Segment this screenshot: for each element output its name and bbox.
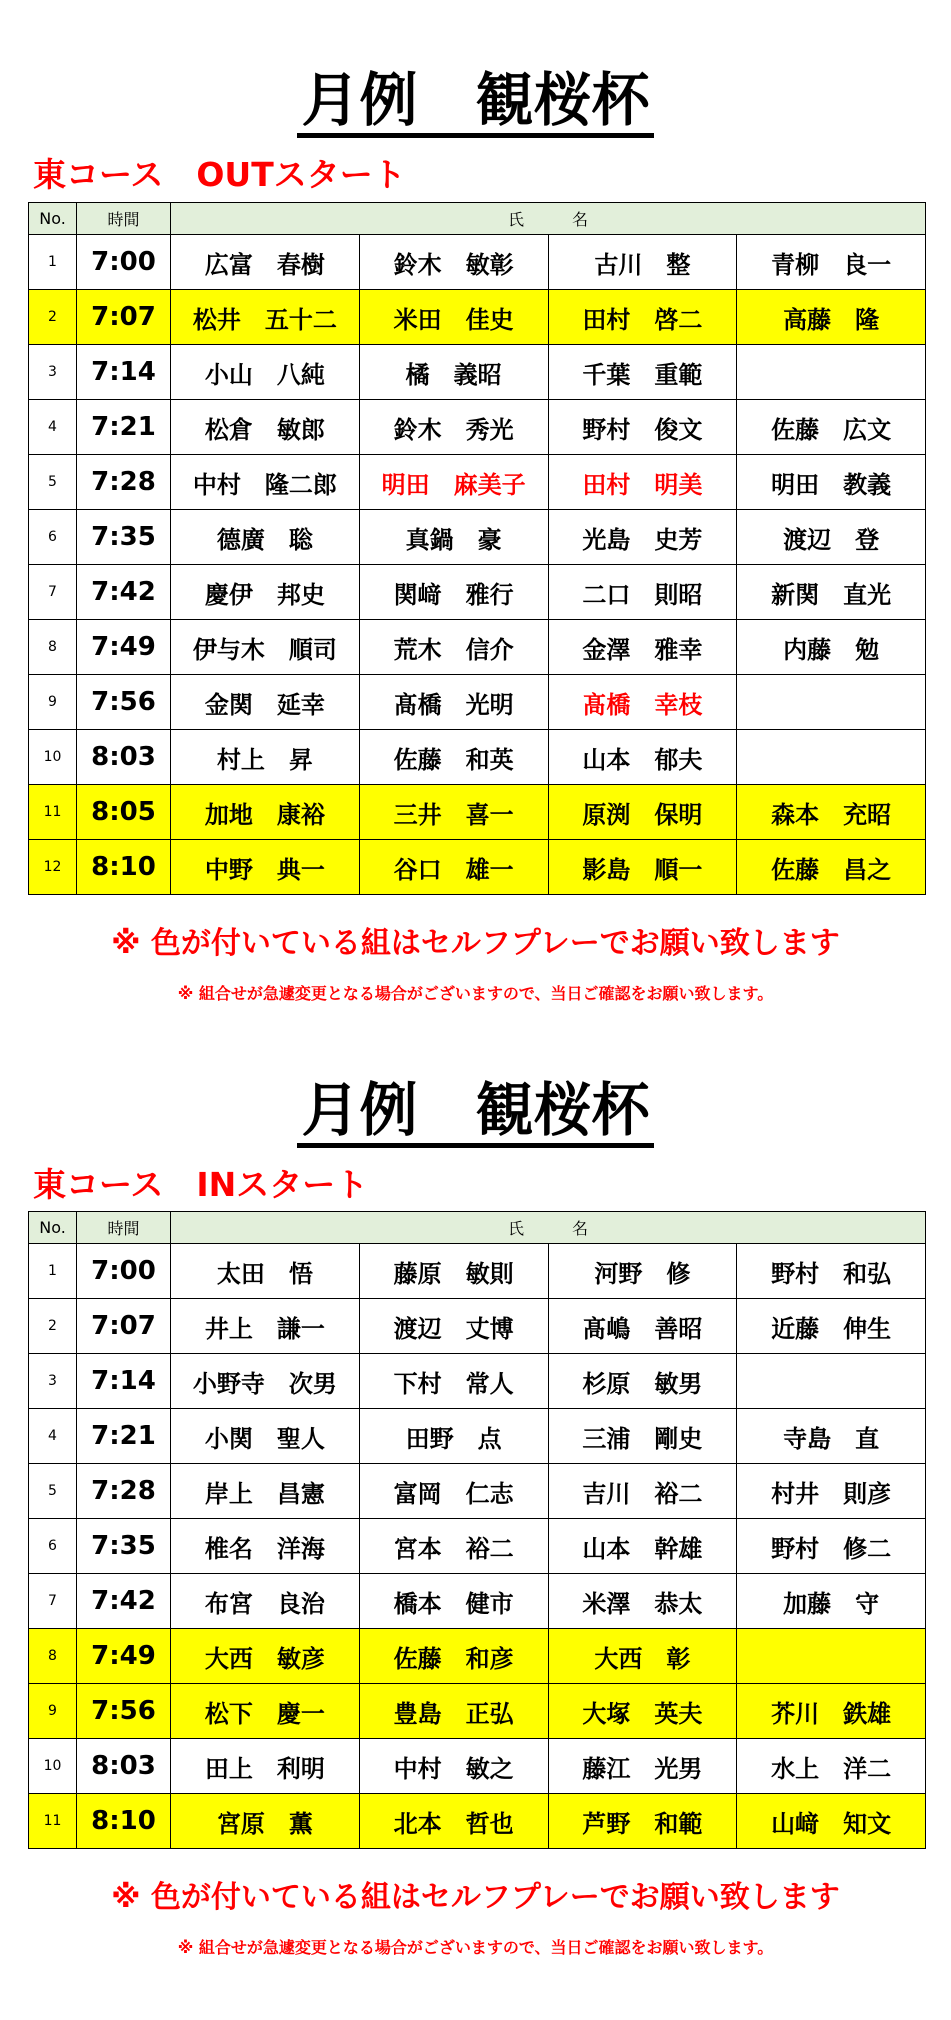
player-name: 鈴木 敏彰 <box>359 235 548 290</box>
group-number: 4 <box>29 400 77 455</box>
table-row <box>29 840 926 895</box>
player-name: 河野 修 <box>548 1244 737 1299</box>
table-row <box>29 455 926 510</box>
player-name: 田村 啓二 <box>548 290 737 345</box>
player-name: 影島 順一 <box>548 840 737 895</box>
group-number: 9 <box>29 675 77 730</box>
player-name: 小関 聖人 <box>171 1409 360 1464</box>
table-row <box>29 1354 926 1409</box>
player-name: 田上 利明 <box>171 1739 360 1794</box>
tee-time: 7:14 <box>77 345 171 400</box>
header-name: 氏 名 <box>171 203 926 235</box>
self-play-note: ※ 色が付いている組はセルフプレーでお願い致します <box>111 1880 840 1915</box>
player-name: 米澤 恭太 <box>548 1574 737 1629</box>
player-name: 富岡 仁志 <box>359 1464 548 1519</box>
player-name: 大西 彰 <box>548 1629 737 1684</box>
player-name: 橋本 健市 <box>359 1574 548 1629</box>
player-name: 二口 則昭 <box>548 565 737 620</box>
tee-time: 7:28 <box>77 455 171 510</box>
player-name: 鈴木 秀光 <box>359 400 548 455</box>
player-name <box>737 1629 926 1684</box>
player-name: 髙橋 光明 <box>359 675 548 730</box>
tee-time: 7:28 <box>77 1464 171 1519</box>
table-row <box>29 730 926 785</box>
player-name: 寺島 直 <box>737 1409 926 1464</box>
in-start-section <box>0 1030 951 2020</box>
player-name: 豊島 正弘 <box>359 1684 548 1739</box>
header-no: No. <box>29 203 77 235</box>
change-notice: ※ 組合せが急遽変更となる場合がございますので、当日ご確認をお願い致します。 <box>177 984 774 1003</box>
self-play-note: ※ 色が付いている組はセルフプレーでお願い致します <box>111 926 840 961</box>
player-name: 村上 昇 <box>171 730 360 785</box>
tee-time: 7:42 <box>77 565 171 620</box>
table-row <box>29 345 926 400</box>
player-name: 宮本 裕二 <box>359 1519 548 1574</box>
table-row <box>29 1519 926 1574</box>
group-number: 9 <box>29 1684 77 1739</box>
player-name: 慶伊 邦史 <box>171 565 360 620</box>
tee-time: 7:49 <box>77 620 171 675</box>
group-number: 5 <box>29 1464 77 1519</box>
table-row <box>29 785 926 840</box>
group-number: 3 <box>29 1354 77 1409</box>
player-name: 松井 五十二 <box>171 290 360 345</box>
player-name: 金澤 雅幸 <box>548 620 737 675</box>
player-name <box>737 730 926 785</box>
tee-time: 7:56 <box>77 675 171 730</box>
player-name: 芥川 鉄雄 <box>737 1684 926 1739</box>
player-name: 吉川 裕二 <box>548 1464 737 1519</box>
group-number: 6 <box>29 1519 77 1574</box>
player-name: 小山 八純 <box>171 345 360 400</box>
group-number: 1 <box>29 1244 77 1299</box>
player-name: 宮原 薫 <box>171 1794 360 1849</box>
player-name: 藤原 敏則 <box>359 1244 548 1299</box>
group-number: 2 <box>29 290 77 345</box>
player-name: 伊与木 順司 <box>171 620 360 675</box>
group-number: 11 <box>29 1794 77 1849</box>
player-name: 高藤 隆 <box>737 290 926 345</box>
player-name: 野村 修二 <box>737 1519 926 1574</box>
group-number: 8 <box>29 620 77 675</box>
group-number: 2 <box>29 1299 77 1354</box>
player-name: 野村 和弘 <box>737 1244 926 1299</box>
tee-time: 8:03 <box>77 1739 171 1794</box>
table-row <box>29 235 926 290</box>
player-name: 村井 則彦 <box>737 1464 926 1519</box>
player-name: 野村 俊文 <box>548 400 737 455</box>
player-name: 原渕 保明 <box>548 785 737 840</box>
player-name: 佐藤 和英 <box>359 730 548 785</box>
table-row <box>29 1409 926 1464</box>
tee-time: 7:07 <box>77 290 171 345</box>
player-name: 明田 教義 <box>737 455 926 510</box>
table-row <box>29 510 926 565</box>
table-row <box>29 1739 926 1794</box>
player-name: 田野 点 <box>359 1409 548 1464</box>
table-header <box>29 1212 926 1244</box>
player-name: 近藤 伸生 <box>737 1299 926 1354</box>
tee-time: 7:14 <box>77 1354 171 1409</box>
tee-time: 8:10 <box>77 1794 171 1849</box>
title-text: 月例 観桜杯 <box>297 67 653 138</box>
tee-time: 7:42 <box>77 1574 171 1629</box>
player-name: 渡辺 登 <box>737 510 926 565</box>
player-name: 北本 哲也 <box>359 1794 548 1849</box>
player-name: 大塚 英夫 <box>548 1684 737 1739</box>
player-name: 椎名 洋海 <box>171 1519 360 1574</box>
player-name: 太田 悟 <box>171 1244 360 1299</box>
header-time: 時間 <box>77 1212 171 1244</box>
player-name: 岸上 昌憲 <box>171 1464 360 1519</box>
player-name: 中野 典一 <box>171 840 360 895</box>
player-name: 光島 史芳 <box>548 510 737 565</box>
player-name: 芦野 和範 <box>548 1794 737 1849</box>
tee-time: 8:10 <box>77 840 171 895</box>
course-label: 東コース INスタート <box>33 1165 369 1204</box>
player-name: 新関 直光 <box>737 565 926 620</box>
table-row <box>29 1299 926 1354</box>
player-name: 谷口 雄一 <box>359 840 548 895</box>
player-name: 下村 常人 <box>359 1354 548 1409</box>
player-name: 中村 隆二郎 <box>171 455 360 510</box>
table-row <box>29 1244 926 1299</box>
tee-time: 7:21 <box>77 1409 171 1464</box>
title-text: 月例 観桜杯 <box>297 1077 653 1148</box>
player-name: 小野寺 次男 <box>171 1354 360 1409</box>
tee-time: 7:00 <box>77 1244 171 1299</box>
table-row <box>29 1794 926 1849</box>
table-row <box>29 1629 926 1684</box>
table-row <box>29 290 926 345</box>
table-row <box>29 1574 926 1629</box>
player-name: 髙嶋 善昭 <box>548 1299 737 1354</box>
player-name: 田村 明美 <box>548 455 737 510</box>
player-name: 大西 敏彦 <box>171 1629 360 1684</box>
player-name: 山本 郁夫 <box>548 730 737 785</box>
player-name: 関﨑 雅行 <box>359 565 548 620</box>
player-name: 三井 喜一 <box>359 785 548 840</box>
tee-time: 7:07 <box>77 1299 171 1354</box>
group-number: 10 <box>29 730 77 785</box>
player-name: 髙橋 幸枝 <box>548 675 737 730</box>
player-name: 松下 慶一 <box>171 1684 360 1739</box>
tee-time: 8:03 <box>77 730 171 785</box>
header-time: 時間 <box>77 203 171 235</box>
tee-time: 7:21 <box>77 400 171 455</box>
tee-time: 8:05 <box>77 785 171 840</box>
player-name <box>737 345 926 400</box>
player-name: 古川 整 <box>548 235 737 290</box>
player-name: 松倉 敏郎 <box>171 400 360 455</box>
player-name: 金関 延幸 <box>171 675 360 730</box>
group-number: 11 <box>29 785 77 840</box>
change-notice: ※ 組合せが急遽変更となる場合がございますので、当日ご確認をお願い致します。 <box>177 1938 774 1957</box>
player-name: 真鍋 豪 <box>359 510 548 565</box>
group-number: 6 <box>29 510 77 565</box>
player-name: 山﨑 知文 <box>737 1794 926 1849</box>
table-row <box>29 1464 926 1519</box>
table-row <box>29 675 926 730</box>
group-number: 10 <box>29 1739 77 1794</box>
page-title <box>0 65 951 138</box>
tee-time: 7:56 <box>77 1684 171 1739</box>
player-name: 井上 謙一 <box>171 1299 360 1354</box>
course-label: 東コース OUTスタート <box>33 155 406 194</box>
table-header <box>29 203 926 235</box>
player-name: 明田 麻美子 <box>359 455 548 510</box>
group-number: 7 <box>29 1574 77 1629</box>
table-row <box>29 1684 926 1739</box>
player-name: 水上 洋二 <box>737 1739 926 1794</box>
tee-time-table <box>28 1211 926 1849</box>
player-name: 山本 幹雄 <box>548 1519 737 1574</box>
group-number: 8 <box>29 1629 77 1684</box>
player-name: 佐藤 昌之 <box>737 840 926 895</box>
table-row <box>29 565 926 620</box>
player-name: 広富 春樹 <box>171 235 360 290</box>
player-name: 杉原 敏男 <box>548 1354 737 1409</box>
player-name: 佐藤 広文 <box>737 400 926 455</box>
player-name: 橘 義昭 <box>359 345 548 400</box>
table-row <box>29 620 926 675</box>
group-number: 1 <box>29 235 77 290</box>
group-number: 7 <box>29 565 77 620</box>
page-title <box>0 1075 951 1148</box>
player-name: 德廣 聡 <box>171 510 360 565</box>
player-name <box>737 675 926 730</box>
group-number: 3 <box>29 345 77 400</box>
player-name: 三浦 剛史 <box>548 1409 737 1464</box>
tee-time-table <box>28 202 926 895</box>
tee-time: 7:35 <box>77 1519 171 1574</box>
group-number: 12 <box>29 840 77 895</box>
player-name: 渡辺 丈博 <box>359 1299 548 1354</box>
tee-time: 7:49 <box>77 1629 171 1684</box>
group-number: 4 <box>29 1409 77 1464</box>
player-name: 加藤 守 <box>737 1574 926 1629</box>
player-name: 布宮 良治 <box>171 1574 360 1629</box>
group-number: 5 <box>29 455 77 510</box>
player-name: 佐藤 和彦 <box>359 1629 548 1684</box>
table-row <box>29 400 926 455</box>
player-name: 中村 敏之 <box>359 1739 548 1794</box>
player-name: 森本 充昭 <box>737 785 926 840</box>
player-name: 青柳 良一 <box>737 235 926 290</box>
header-no: No. <box>29 1212 77 1244</box>
player-name: 加地 康裕 <box>171 785 360 840</box>
player-name: 荒木 信介 <box>359 620 548 675</box>
tee-time: 7:00 <box>77 235 171 290</box>
tee-time: 7:35 <box>77 510 171 565</box>
player-name: 千葉 重範 <box>548 345 737 400</box>
player-name <box>737 1354 926 1409</box>
header-name: 氏 名 <box>171 1212 926 1244</box>
player-name: 米田 佳史 <box>359 290 548 345</box>
player-name: 内藤 勉 <box>737 620 926 675</box>
player-name: 藤江 光男 <box>548 1739 737 1794</box>
